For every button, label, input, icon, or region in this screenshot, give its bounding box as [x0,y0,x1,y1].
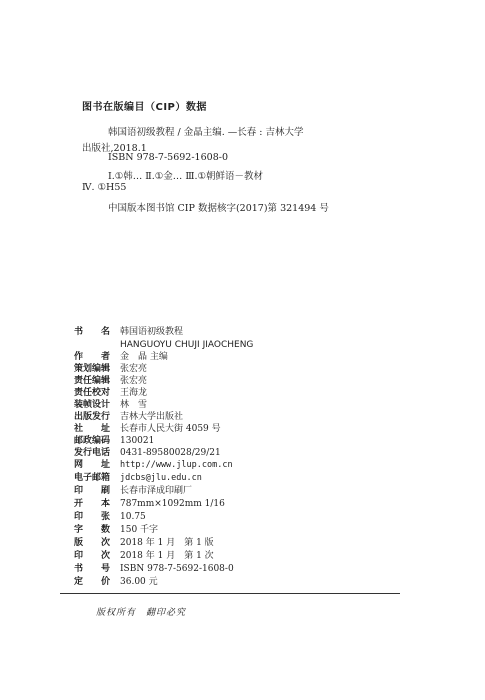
row-label: 书 名 [74,327,111,337]
row-value: 0431-89580028/29/21 [120,448,221,458]
row-label: 版 次 [74,538,111,548]
row-label: 邮政编码 [74,436,111,446]
colophon-row [74,473,202,484]
row-value: 130021 [120,436,155,446]
row-label: 定 价 [74,577,111,587]
row-label: 社 址 [74,424,111,434]
colophon-row [74,564,234,575]
row-value: 韩国语初级教程 [120,327,184,337]
row-label: 作 者 [74,352,111,362]
cip-line-6: 中国版本图书馆 CIP 数据核字(2017)第 321494 号 [108,203,329,214]
row-value: 吉林大学出版社 [120,412,184,422]
row-value: 张宏亮 [120,376,148,386]
row-value: 林 雪 [120,400,148,410]
cip-line-1: 韩国语初级教程 / 金晶主编. —长春 : 吉林大学 [108,127,304,138]
colophon-row [74,460,233,471]
row-value: 36.00 元 [120,577,158,587]
row-value: 王海龙 [120,388,148,398]
colophon-row [74,400,147,411]
cip-line-3: ISBN 978-7-5692-1608-0 [108,152,228,163]
divider-line [60,593,400,594]
row-value: 787mm×1092mm 1/16 [120,499,225,509]
row-label: 印 次 [74,551,111,561]
colophon-row [74,512,146,523]
copyright-notice: 版权所有 翻印必究 [96,608,187,618]
row-value: http://www.jlup.com.cn [120,460,233,470]
row-value: jdcbs@jlu.edu.cn [120,473,202,483]
cip-line-2: 出版社,2018.1 [82,143,147,154]
colophon-row [74,424,221,435]
colophon-row [74,525,158,536]
colophon-row [74,538,214,549]
cip-line-4: Ⅰ.①韩… Ⅱ.①金… Ⅲ.①朝鲜语－教材 [108,171,264,182]
row-label: 书 号 [74,564,111,574]
row-value: 10.75 [120,512,146,522]
row-value: 2018 年 1 月 第 1 次 [120,551,214,561]
colophon-row [74,340,253,351]
row-label: 责任校对 [74,388,111,398]
row-label: 印 刷 [74,486,111,496]
cip-line-5: Ⅳ. ①H55 [82,182,127,193]
row-label: 责任编辑 [74,376,111,386]
row-label: 印 张 [74,512,111,522]
row-label: 发行电话 [74,448,111,458]
row-label: 出版发行 [74,412,111,422]
row-value: 150 千字 [120,525,159,535]
colophon-row [74,352,168,363]
colophon-row [74,436,154,447]
colophon-row [74,364,147,375]
colophon-row [74,499,225,510]
row-label: 电子邮箱 [74,473,111,483]
colophon-row [74,486,192,497]
row-label: 策划编辑 [74,364,111,374]
colophon-row [74,412,183,423]
colophon-row [74,448,221,459]
colophon-row [74,551,214,562]
row-label: 装帧设计 [74,400,111,410]
colophon-row [74,376,147,387]
colophon-row [74,388,147,399]
row-value: HANGUOYU CHUJI JIAOCHENG [120,340,254,350]
row-value: ISBN 978-7-5692-1608-0 [120,564,234,574]
row-value: 长春市人民大街 4059 号 [120,424,221,434]
row-value: 金 晶 主编 [120,352,168,362]
cip-title: 图书在版编目（CIP）数据 [82,102,207,113]
row-label: 字 数 [74,525,111,535]
colophon-row [74,327,183,338]
row-value: 张宏亮 [120,364,148,374]
colophon-row [74,577,158,588]
row-label: 网 址 [74,460,111,470]
row-value: 2018 年 1 月 第 1 版 [120,538,214,548]
row-value: 长春市泽成印刷厂 [120,486,193,496]
row-label: 开 本 [74,499,111,509]
